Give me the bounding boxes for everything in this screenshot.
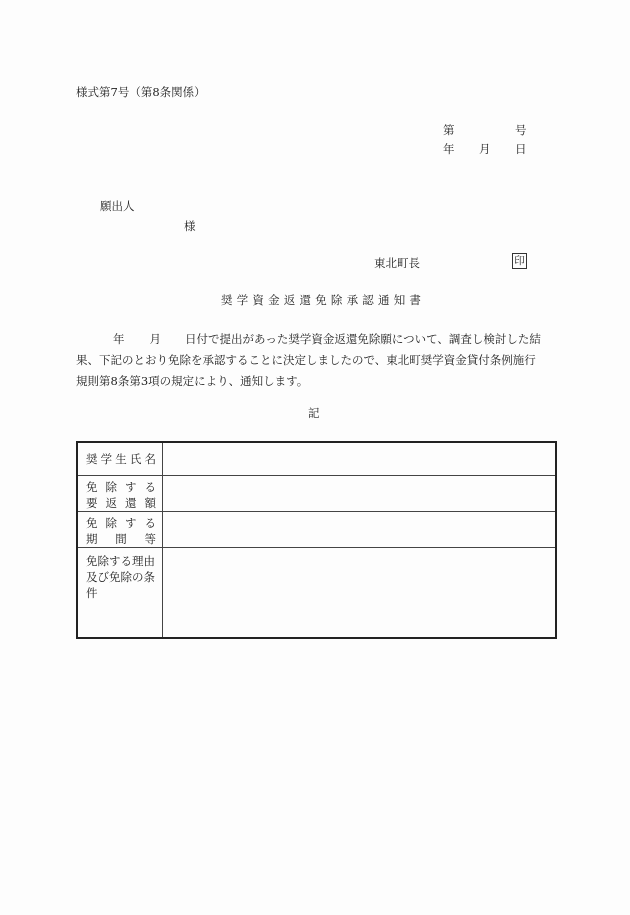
applicant-honorific: 様 — [184, 219, 196, 233]
label-line: 期 間 等 — [86, 531, 156, 546]
value-exempt-reason[interactable] — [163, 547, 557, 638]
label-line: 免 除 す る — [86, 479, 156, 494]
date-year: 年 — [443, 142, 455, 156]
seal-stamp: 印 — [512, 253, 527, 269]
date-day: 日 — [515, 142, 527, 156]
label-line: 要 返 還 額 — [86, 495, 156, 510]
body-month: 月 — [149, 332, 161, 346]
label-exempt-amount — [77, 475, 163, 511]
table-row-student-name — [77, 442, 556, 475]
body-text — [76, 329, 558, 392]
value-exempt-amount[interactable] — [163, 475, 557, 511]
label-line: 奨 学 生 氏 名 — [86, 452, 156, 466]
label-student-name — [77, 442, 163, 475]
table-row-exempt-amount — [77, 475, 556, 511]
body-line-2: 果、下記のとおり免除を承認することに決定しましたので、東北町奨学資金貸付条例施行 — [76, 353, 536, 367]
date-month: 月 — [479, 142, 491, 156]
label-line: 件 — [86, 585, 98, 600]
detail-table — [76, 441, 557, 639]
body-year: 年 — [113, 332, 125, 346]
applicant-label: 願出人 — [100, 199, 135, 213]
label-line: 免除する理由 — [86, 553, 155, 568]
ki-heading: 記 — [308, 406, 320, 420]
label-line: 免 除 す る — [86, 515, 156, 530]
body-line-3: 規則第8条第3項の規定により、通知します。 — [76, 374, 309, 388]
table-row-exempt-period — [77, 511, 556, 547]
label-exempt-period — [77, 511, 163, 547]
label-line: 及び免除の条 — [86, 569, 155, 584]
label-exempt-reason — [77, 547, 163, 638]
document-number-prefix: 第 — [443, 123, 455, 137]
value-student-name[interactable] — [163, 442, 557, 475]
table-row-exempt-reason — [77, 547, 556, 638]
value-exempt-period[interactable] — [163, 511, 557, 547]
document-title: 奨学資金返還免除承認通知書 — [221, 293, 426, 307]
issuer-name: 東北町長 — [374, 256, 420, 270]
document-number-suffix: 号 — [515, 123, 527, 137]
body-line-1 — [76, 329, 558, 350]
form-number: 様式第7号（第8条関係） — [76, 85, 206, 99]
body-line-1-text: 日付で提出があった奨学資金返還免除願について、調査し検討した結 — [185, 332, 541, 346]
